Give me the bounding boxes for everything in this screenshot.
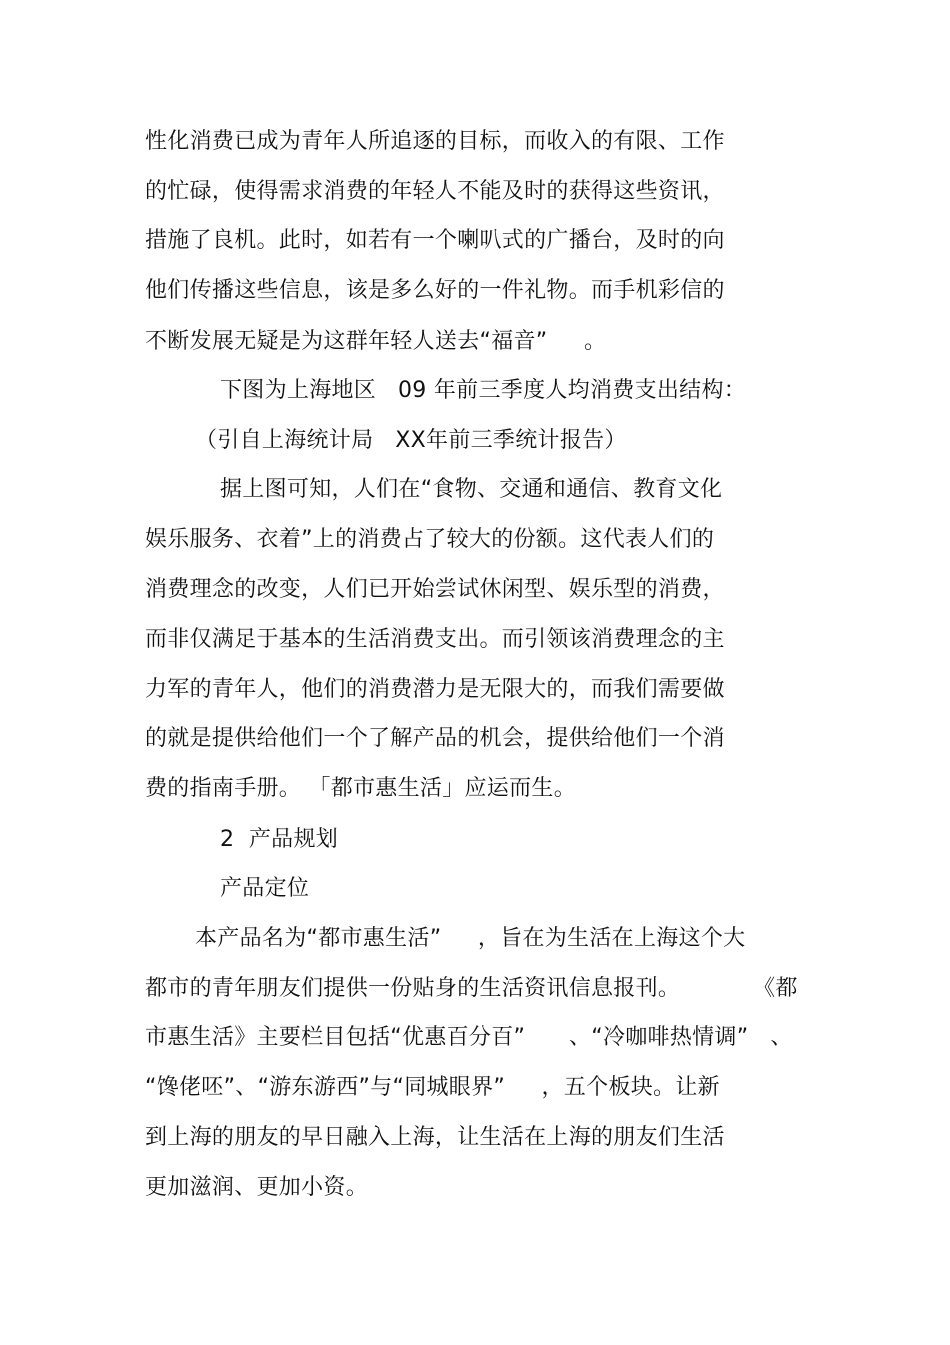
text-line: 不断发展无疑是为这群年轻人送去“福音” 。: [145, 329, 607, 354]
text-line: 都市的青年朋友们提供一份贴身的生活资讯信息报刊。 《都: [145, 976, 798, 1001]
text-line: 费的指南手册。 「都市惠生活」应运而生。: [145, 776, 576, 801]
text-line: 措施了良机。此时，如若有一个喇叭式的广播台，及时的向: [145, 228, 725, 253]
text-line: 而非仅满足于基本的生活消费支出。而引领该消费理念的主: [145, 627, 725, 652]
figure-source: （引自上海统计局 XX年前三季统计报告）: [195, 428, 627, 453]
text-line: 的忙碌，使得需求消费的年轻人不能及时的获得这些资讯，: [145, 179, 725, 204]
figure-caption: 下图为上海地区 09 年前三季度人均消费支出结构：: [220, 378, 747, 403]
text-line: 消费理念的改变，人们已开始尝试休闲型、娱乐型的消费，: [145, 577, 725, 602]
text-line: 据上图可知，人们在“食物、交通和通信、教育文化: [220, 477, 723, 502]
text-line: 更加滋润、更加小资。: [145, 1175, 369, 1200]
section-heading: 2 产品规划: [220, 827, 339, 852]
text-line: 性化消费已成为青年人所追逐的目标，而收入的有限、工作: [145, 129, 725, 154]
text-line: 力军的青年人，他们的消费潜力是无限大的，而我们需要做: [145, 677, 725, 702]
text-line: 的就是提供给他们一个了解产品的机会，提供给他们一个消: [145, 726, 725, 751]
text-line: “馋佬呸”、“游东游西”与“同城眼界” ，五个板块。让新: [145, 1075, 720, 1100]
text-line: 娱乐服务、衣着”上的消费占了较大的份额。这代表人们的: [145, 527, 715, 552]
text-line: 本产品名为“都市惠生活” ，旨在为生活在上海这个大: [195, 926, 746, 951]
text-line: 市惠生活》主要栏目包括“优惠百分百” 、“冷咖啡热情调” 、: [145, 1025, 793, 1050]
text-line: 到上海的朋友的早日融入上海，让生活在上海的朋友们生活: [145, 1125, 725, 1150]
text-line: 他们传播这些信息，该是多么好的一件礼物。而手机彩信的: [145, 278, 725, 303]
subsection-heading: 产品定位: [220, 876, 310, 901]
